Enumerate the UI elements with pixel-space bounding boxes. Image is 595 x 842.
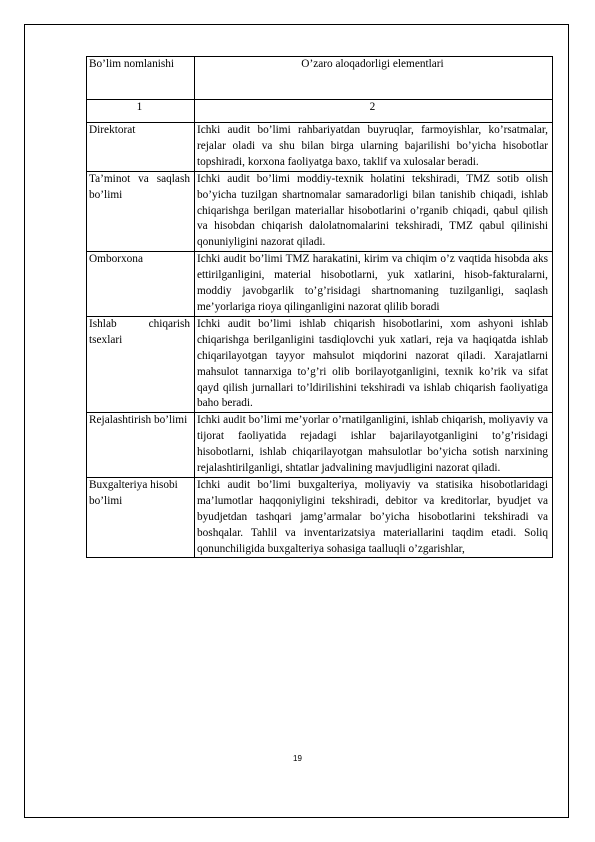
table-row	[87, 252, 553, 317]
row-description: Ichki audit bo’limi rahbariyatdan buyruqlar, farmoyishlar, ko’rsatmalar, rejalar oladi va shu bilan birga ularning bajarilishi bo’yicha hisobotlar topshiradi, korxona faoliyatga baxo, taklif va xulosalar beradi.	[195, 123, 553, 172]
page-number: 19	[293, 754, 302, 763]
row-department: Rejalashtirish bo’limi	[87, 413, 195, 478]
table-index-row	[87, 100, 553, 123]
row-department: Ta’minot va saqlash bo’limi	[87, 171, 195, 252]
row-description: Ichki audit bo’limi buxgalteriya, moliyaviy va statisika hisobotlaridagi ma’lumotlar haqqoniyligini tekshiradi, debitor va kreditorlar, byudjet va byudjetdan tashqari jamg’armalar bo’yicha hisobotlarini tekshiradi va boshqalar. Tahlil va inventarizatsiya materiallarini taqdim etadi. Soliq qonunchiligida buxgalteriya sohasiga taalluqli o’zgarishlar,	[195, 477, 553, 558]
header-relation-elements: O’zaro aloqadorligi elementlari	[195, 57, 553, 100]
table-row	[87, 477, 553, 558]
row-description: Ichki audit bo’limi ishlab chiqarish hisobotlarini, xom ashyoni ishlab chiqarishga berilganligini tasdiqlovchi yuk xatlari, reja va haqiqatda ishlab chiqarilayotgan tayyor mahsulot miqdorini nazorat qiladi. Xarajatlarni mahsulot tannarxiga to’g’ri olib borilayotganligini, texnik ko’rik va sifat qayd qilish jurnallari to’ldirilishini tekshiradi va ishlab chiqarish faoliyatiga baho beradi.	[195, 316, 553, 412]
index-col-1: 1	[87, 100, 195, 123]
row-description: Ichki audit bo’limi moddiy-texnik holatini tekshiradi, TMZ sotib olish bo’yicha tuzilgan shartnomalar samaradorligi bilan tanishib chiqadi, ishlab chiqarishga berilgan materiallar hisobotlarini o’rganib chiqadi, qabul qilish va hisobdan chiqarish dalolatnomalarini tekshiradi, TMZ qabul qilinishi qonuniyligini nazorat qiladi.	[195, 171, 553, 252]
relations-table	[86, 56, 553, 558]
table-row	[87, 316, 553, 412]
table-row	[87, 171, 553, 252]
row-description: Ichki audit bo’limi TMZ harakatini, kirim va chiqim o’z vaqtida hisobda aks ettirilganligini, material hisobotlarni, yuk xatlarini, hisob-fakturalarni, moddiy javobgarlik to’g’risidagi shartnomaning tuzilganligi, saqlash me’yorlariga rioya qilinganligini nazorat qlilib boradi	[195, 252, 553, 317]
index-col-2: 2	[195, 100, 553, 123]
row-department: Buxgalteriya hisobi bo’limi	[87, 477, 195, 558]
row-department: Ishlab chiqarish tsexlari	[87, 316, 195, 412]
row-department: Omborxona	[87, 252, 195, 317]
table-row	[87, 413, 553, 478]
row-department: Direktorat	[87, 123, 195, 172]
header-department-name: Bo’lim nomlanishi	[87, 57, 195, 100]
table-header-row	[87, 57, 553, 100]
table-row	[87, 123, 553, 172]
row-description: Ichki audit bo’limi me’yorlar o’rnatilganligini, ishlab chiqarish, moliyaviy va tijorat faoliyatida rejadagi ishlar bajarilayotganligini to’g’risidagi hisobotlarni, ishlab chiqarilayotgan mahsulotlar bo’yicha sotish narxining rejalashtirilganligi, shtatlar jadvalining mavjudligini nazorat qiladi.	[195, 413, 553, 478]
